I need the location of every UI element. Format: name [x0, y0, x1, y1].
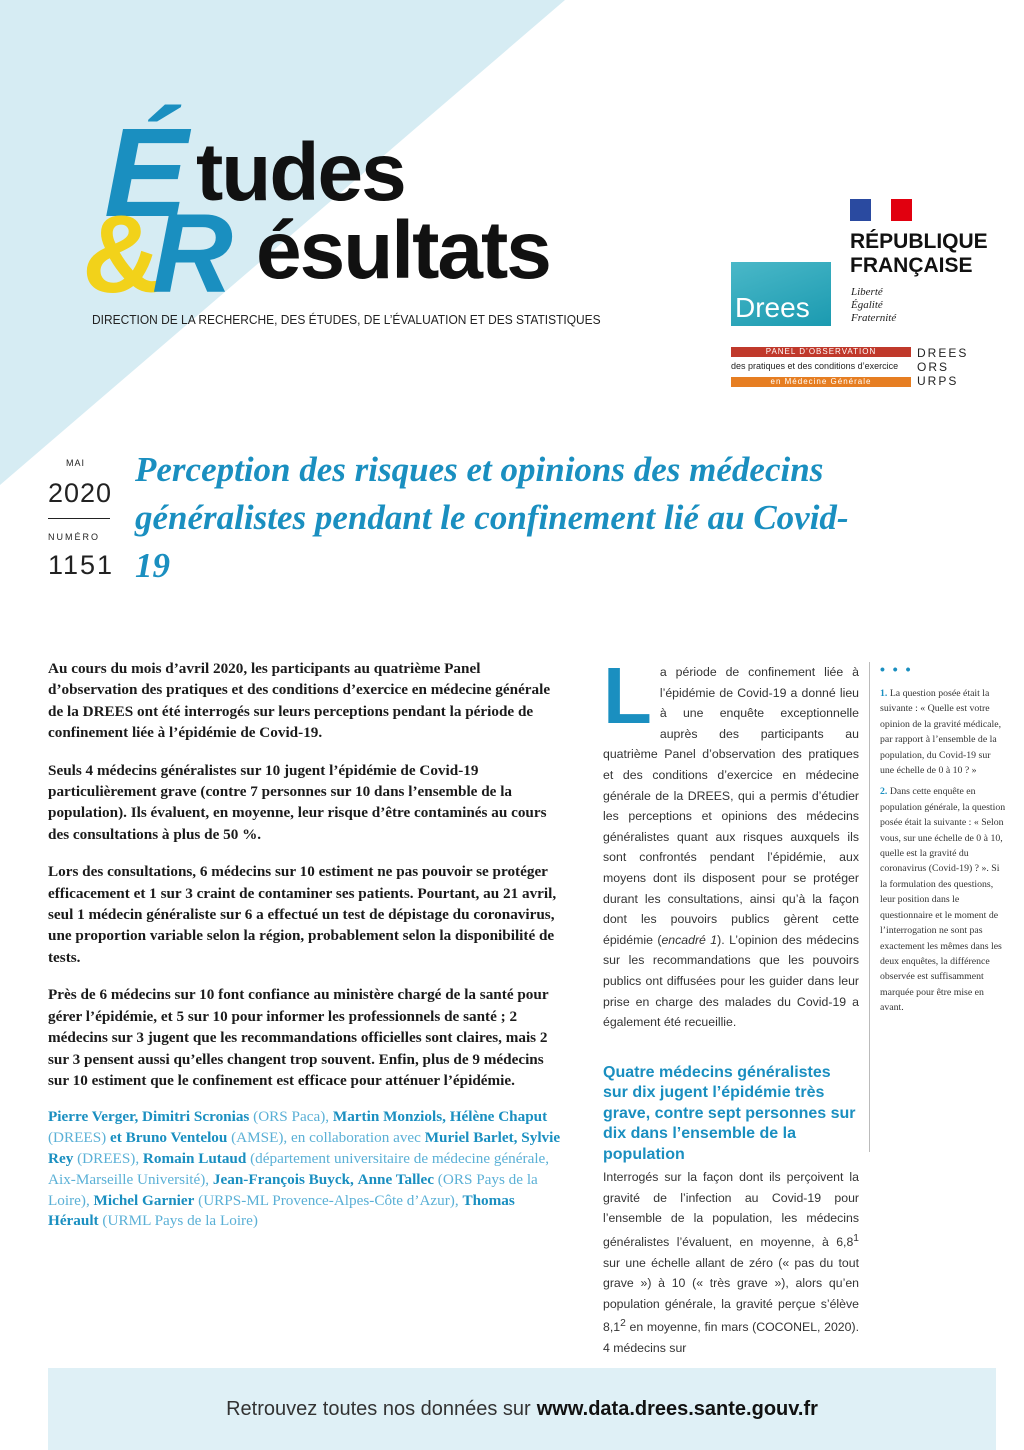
- masthead-ampersand: &: [82, 193, 162, 316]
- partner-ors: ORS: [917, 360, 950, 374]
- republique-line1: RÉPUBLIQUE: [850, 230, 988, 253]
- issue-month: MAI: [66, 458, 86, 468]
- partner-urps: URPS: [917, 374, 959, 388]
- footnotes-dots-icon: • • •: [880, 661, 913, 677]
- author: Hélène Chaput: [449, 1108, 548, 1126]
- footnote-text: La question posée était la suivante : « Quelle est votre opinion de la gravité médicale, par rapport à l’ensemble de la population, du Covid-19 sur une échelle de 0 à 10 ? »: [880, 688, 1002, 777]
- issue-divider: [48, 518, 110, 519]
- footer-text: Retrouvez toutes nos données sur: [226, 1397, 531, 1420]
- affiliation: (URPS-ML Provence-Alpes-Côte d’Azur),: [198, 1191, 459, 1209]
- summary-paragraph: Au cours du mois d’avril 2020, les participants au quatrième Panel d’observation des pratiques et des conditions d’exercice en médecine générale de la DREES ont été interrogés sur leurs perceptions pendant la période de confinement liée à l’épidémie de Covid-19.: [48, 660, 551, 742]
- republique-line2: FRANÇAISE: [850, 254, 973, 277]
- masthead-tudes: tudes: [196, 127, 405, 218]
- masthead-e-letter: É: [104, 102, 189, 243]
- author: Bruno Ventelou: [125, 1129, 228, 1147]
- footer-band: [48, 1368, 996, 1450]
- section-heading: Quatre médecins généralistes sur dix jugent l’épidémie très grave, contre sept personnes sur dix dans l’ensemble de la population: [603, 1063, 856, 1163]
- issue-number: 1151: [48, 550, 115, 580]
- partner-drees: DREES: [917, 346, 969, 360]
- authors-list: [48, 1107, 568, 1232]
- footnote-text: Dans cette enquête en population générale, la question posée était la suivante : « Selon vous, sur une échelle de 0 à 10, quelle est la gravité du coronavirus (Covid-19) ? ». Si la formulation des questions, leur position dans le questionnaire et le moment de l’interrogation ne sont pas exactement les mêmes dans les deux enquêtes, la différence observée est suffisamment marquée pour être mise en avant.: [880, 786, 1006, 1014]
- devise-egalite: Égalité: [851, 299, 883, 311]
- footnote: [880, 686, 1006, 778]
- summary-paragraph: Près de 6 médecins sur 10 font confiance au ministère chargé de la santé pour gérer l’épidémie, et 5 sur 10 pour informer les professionnels de santé ; 2 médecins sur 3 jugent que les recommandations officielles sont claires, mais 2 sur 3 pensent aussi qu’elles changent trop souvent. Enfin, plus de 9 médecins sur 10 estiment que le confinement est efficace pour atténuer l’épidémie.: [48, 986, 549, 1089]
- lead-paragraph: [603, 651, 859, 1033]
- body-text: Interrogés sur la façon dont ils perçoivent la gravité de l’infection au Covid-19 pour l’ensemble de la population, les médecins généralistes l’évaluent, en moyenne, à 6,8: [603, 1170, 859, 1250]
- drop-cap: L: [603, 651, 652, 740]
- author: Michel Garnier: [93, 1191, 195, 1209]
- affiliation: (ORS Pays de la Loire),: [48, 1170, 538, 1209]
- affiliation: (DREES): [48, 1129, 107, 1147]
- masthead-r-letter: R: [152, 191, 233, 316]
- author: Martin Monziols,: [332, 1108, 446, 1126]
- affiliation: (DREES),: [77, 1149, 140, 1167]
- footer-url-link[interactable]: www.data.drees.sante.gouv.fr: [536, 1397, 818, 1420]
- panel-bar-bottom: en Médecine Générale: [731, 377, 911, 387]
- author: Dimitri Scronias: [142, 1108, 250, 1126]
- devise-fraternite: Fraternité: [851, 312, 897, 324]
- devise-liberte: Liberté: [851, 286, 883, 298]
- footnote-ref: 2: [620, 1318, 626, 1330]
- drees-logo: [731, 262, 831, 326]
- author: Thomas Hérault: [48, 1191, 515, 1230]
- footnote-ref: 1: [853, 1232, 859, 1244]
- summary-paragraph: Lors des consultations, 6 médecins sur 10 estiment ne pas pouvoir se protéger efficacement et 1 sur 3 craint de contaminer ses patients. Pourtant, au 21 avril, seul 1 médecin généraliste sur 6 a effectué un test de dépistage du coronavirus, une proportion variable selon la région, probablement selon la disponibilité de tests.: [48, 863, 557, 966]
- affiliation: (département universitaire de médecine générale, Aix-Marseille Université),: [48, 1149, 550, 1188]
- panel-bar-top: PANEL D’OBSERVATION: [731, 347, 911, 357]
- author: Jean-François Buyck,: [212, 1170, 354, 1188]
- republique-francaise-logo: [850, 230, 988, 278]
- affiliation: (AMSE),: [231, 1129, 288, 1147]
- lead-text-end: ). L’opinion des médecins sur les recommandations que les pouvoirs publics ont diffusées pour les guider dans leur prise en charge des malades du Covid-19 a également été recueillie.: [603, 932, 859, 1030]
- footnote-number: 1.: [880, 688, 888, 699]
- summary-paragraph: Seuls 4 médecins généralistes sur 10 jugent l’épidémie de Covid-19 particulièrement grave (contre 7 personnes sur 10 dans l’ensemble de la population). Ils évaluent, en moyenne, leur risque d’être contaminés au cours des consultations à plus de 50 %.: [48, 761, 547, 843]
- masthead-esultats: ésultats: [256, 205, 550, 296]
- footnotes-column: [869, 662, 1006, 1152]
- masthead-subtitle: DIRECTION DE LA RECHERCHE, DES ÉTUDES, DE L’ÉVALUATION ET DES STATISTIQUES: [92, 312, 601, 327]
- body-text: en moyenne, fin mars (COCONEL, 2020). 4 médecins sur: [603, 1320, 859, 1356]
- panel-partners: [917, 346, 968, 388]
- body-paragraph: [603, 1167, 859, 1359]
- body-column: [603, 651, 859, 1359]
- collaboration-label: en collaboration avec: [291, 1129, 421, 1147]
- footnote: [880, 784, 1006, 1015]
- french-flag-icon: [850, 199, 912, 221]
- devise: [851, 286, 896, 325]
- affiliation: (ORS Paca),: [253, 1108, 330, 1126]
- issue-year: 2020: [48, 478, 113, 508]
- author: Muriel Barlet, Sylvie Rey: [48, 1129, 561, 1167]
- panel-mid-text: des pratiques et des conditions d’exercice: [731, 361, 899, 371]
- drees-logo-text: Drees: [735, 292, 810, 323]
- body-text: sur une échelle allant de zéro (« pas du tout grave ») à 10 (« très grave »), alors qu’en population générale, la gravité perçue s’élève 8,1: [603, 1255, 859, 1335]
- author: Romain Lutaud: [142, 1149, 247, 1167]
- article-title: Perception des risques et opinions des médecins généralistes pendant le confinement lié au Covid-19: [135, 450, 849, 585]
- author-conjunction: et: [110, 1129, 122, 1147]
- footnote-number: 2.: [880, 786, 888, 798]
- affiliation: (URML Pays de la Loire): [102, 1212, 258, 1230]
- encadre-reference: encadré 1: [661, 932, 718, 947]
- panel-observation-logo: [731, 346, 1001, 390]
- author: Anne Tallec: [357, 1170, 434, 1188]
- issue-number-label: NUMÉRO: [48, 532, 100, 542]
- author: Pierre Verger,: [48, 1108, 139, 1126]
- lead-text: a période de confinement liée à l’épidémie de Covid-19 a donné lieu à une enquête exceptionnelle auprès des participants au quatrième Panel d’observation des pratiques et des conditions d’exercice en médecine générale de la DREES, qui a permis d’étudier les perceptions et opinions des médecins généralistes quant aux risques auxquels ils sont confrontés pendant l’épidémie, aux moyens dont ils disposent pour se protéger durant les consultations, ainsi qu’à la façon dont les pouvoirs publics gèrent cette épidémie (: [603, 665, 859, 947]
- summary-column: [48, 658, 568, 1232]
